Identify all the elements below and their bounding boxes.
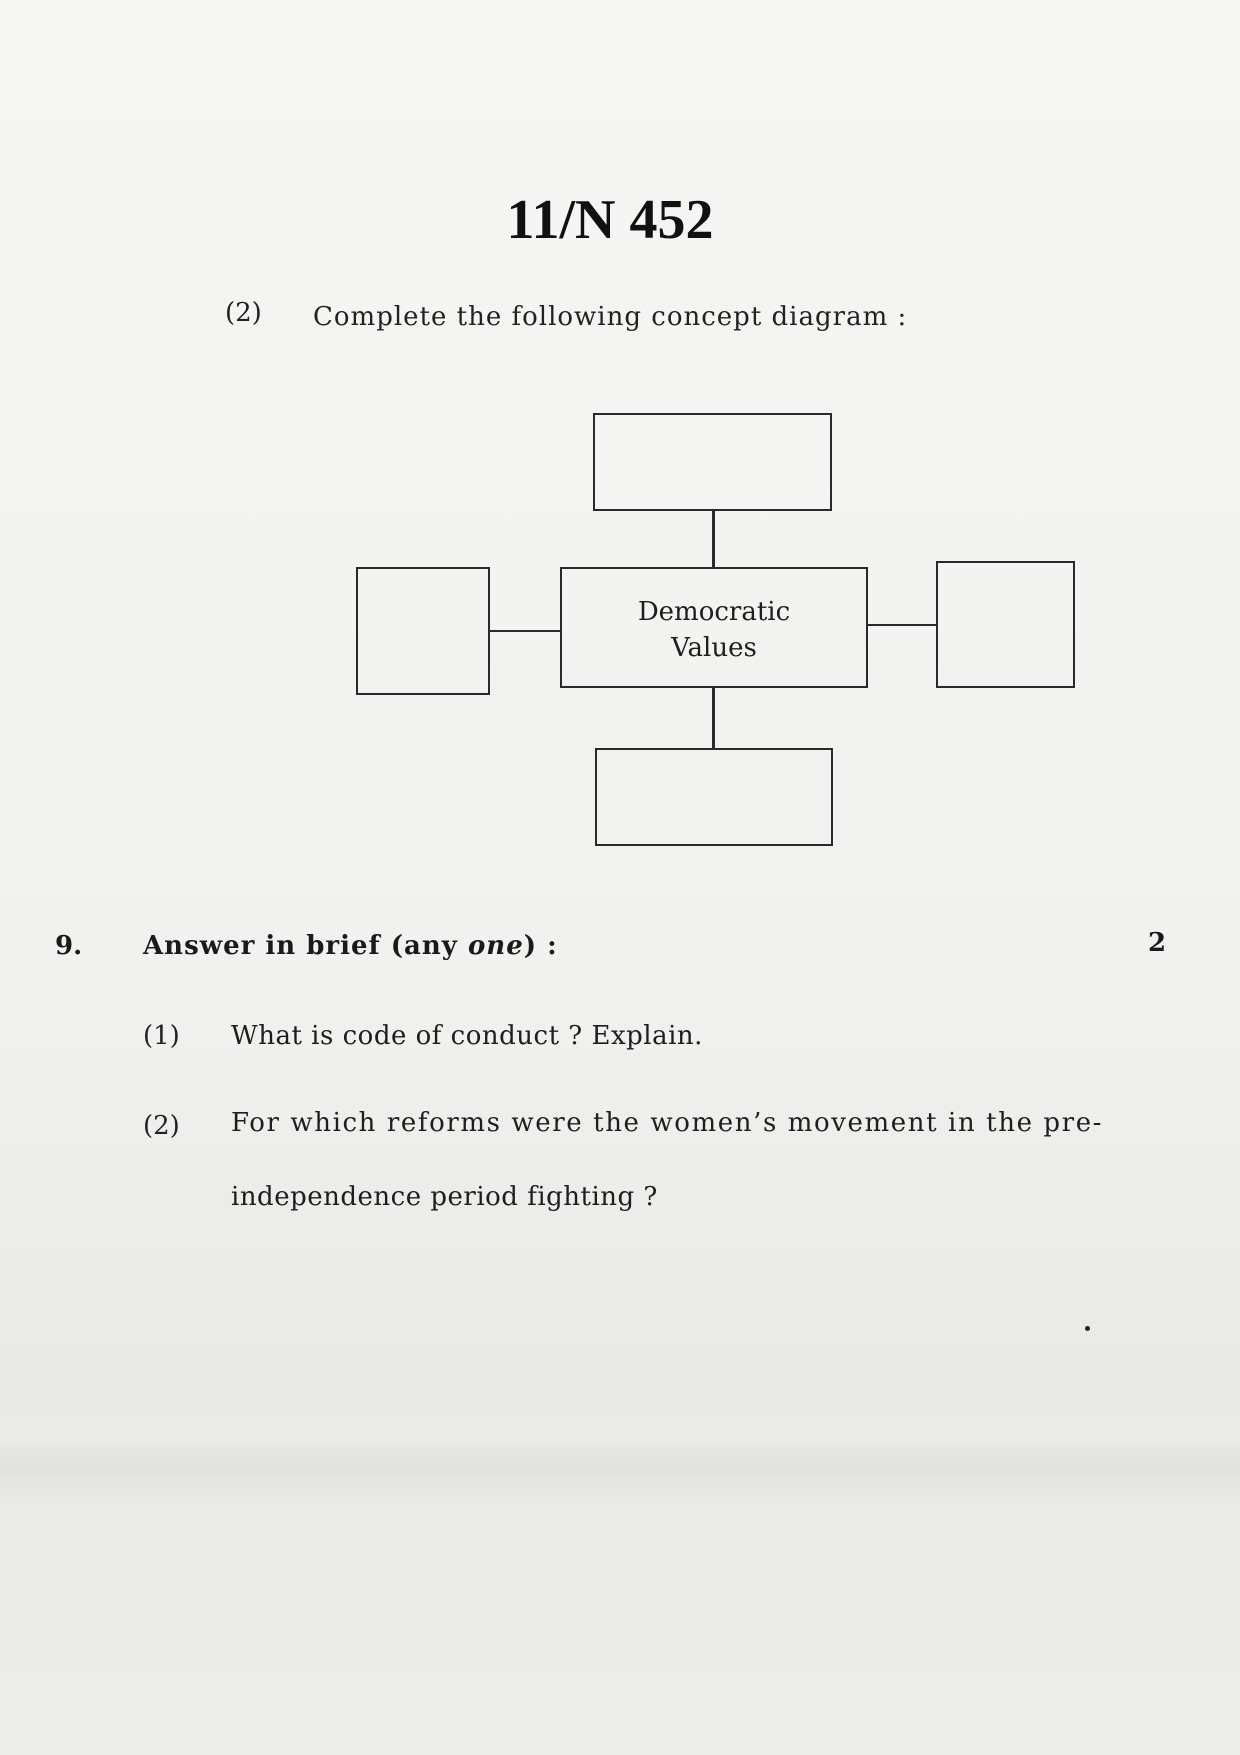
option-2-text-line2: independence period fighting ? [231, 1182, 658, 1212]
diagram-box-top-empty [593, 413, 832, 511]
sub-question-number: (2) [225, 298, 262, 328]
paper-shadow [0, 1440, 1240, 1500]
heading-main: Answer in brief (any [143, 931, 468, 961]
diagram-box-left-empty [356, 567, 490, 695]
option-1-text: What is code of conduct ? Explain. [231, 1021, 703, 1051]
connector-bottom [712, 688, 715, 748]
option-2-text-line1: For which reforms were the women’s movement in the pre- [231, 1108, 1104, 1138]
question-heading [143, 931, 558, 961]
option-2-number: (2) [143, 1111, 180, 1141]
heading-end: ) : [523, 931, 558, 961]
ink-speck [1085, 1326, 1090, 1331]
diagram-center-label [560, 594, 868, 666]
center-label-line2: Values [671, 633, 757, 663]
connector-left [490, 630, 560, 632]
option-1-number: (1) [143, 1021, 180, 1051]
center-label-line1: Democratic [637, 597, 791, 627]
question-number: 9. [55, 931, 83, 961]
page-code: 11/N 452 [506, 189, 714, 251]
connector-right [868, 624, 936, 626]
connector-top [712, 511, 715, 567]
diagram-box-right-empty [936, 561, 1075, 688]
heading-emphasis: one [467, 931, 524, 961]
question-marks: 2 [1148, 928, 1167, 958]
diagram-box-bottom-empty [595, 748, 833, 846]
sub-question-instruction: Complete the following concept diagram : [313, 302, 908, 332]
